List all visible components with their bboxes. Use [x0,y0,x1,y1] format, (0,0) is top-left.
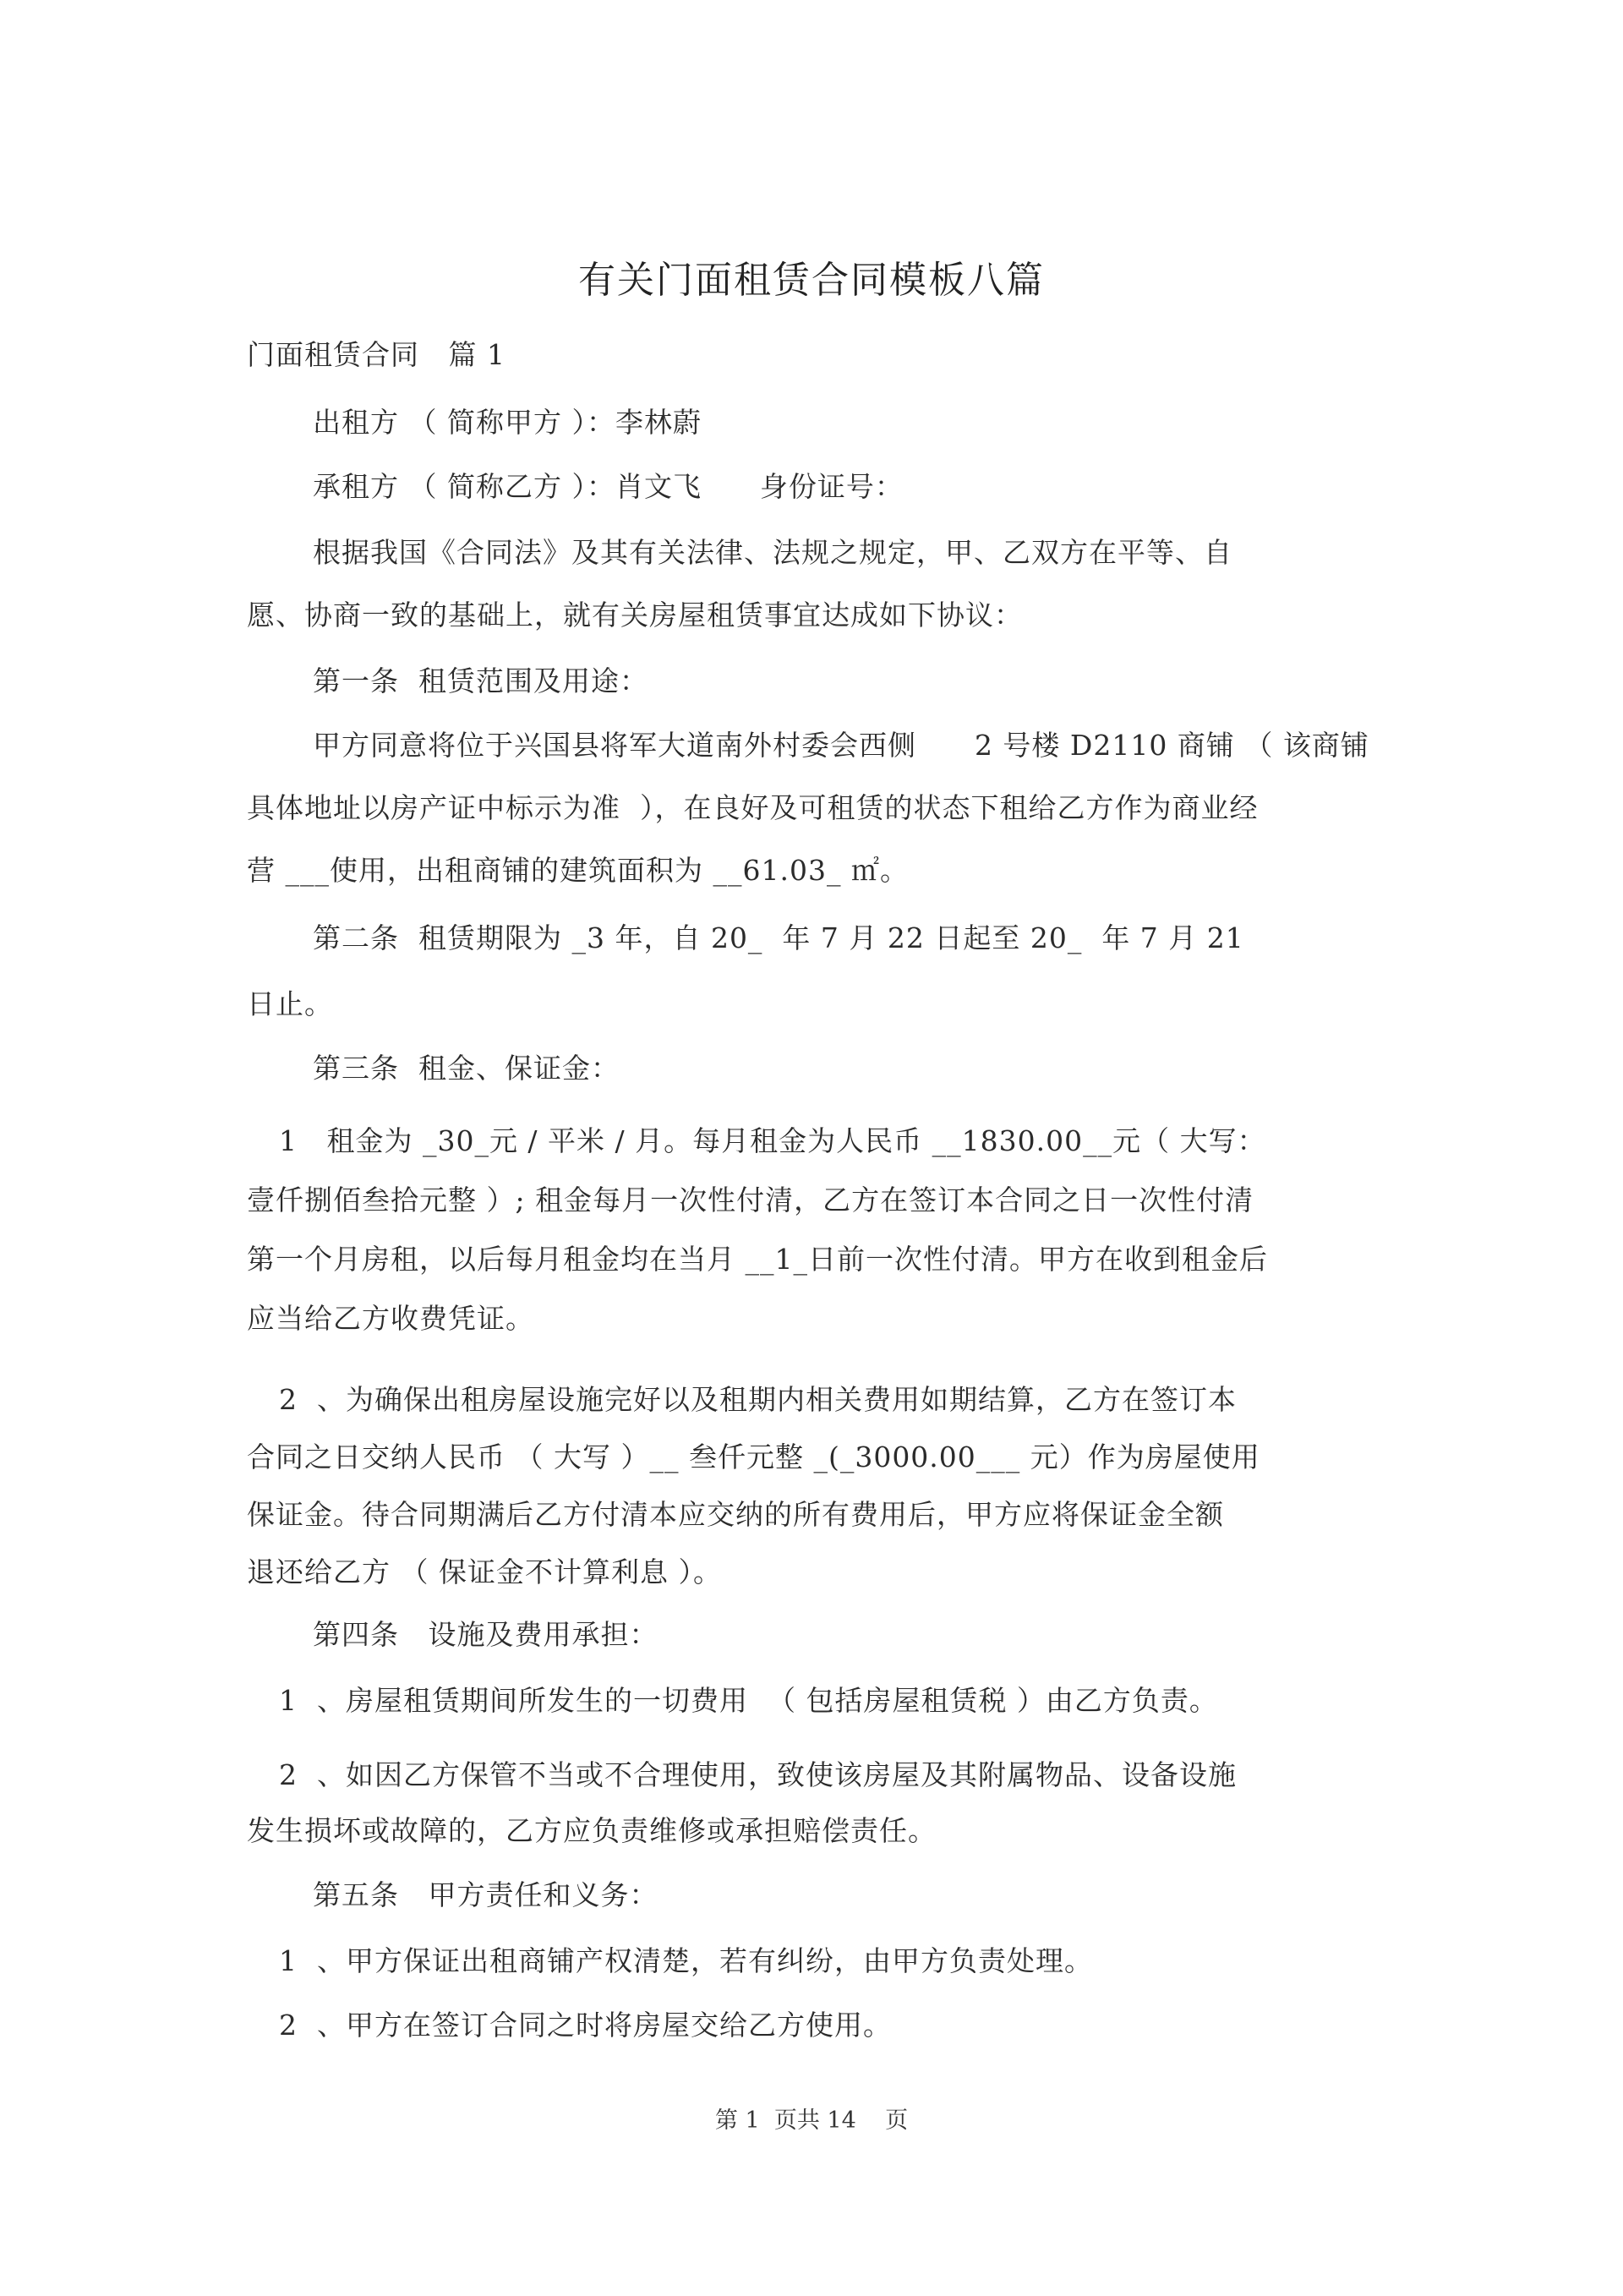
lessor-line: 出租方 （ 简称甲方 ）：李林蔚 [313,406,702,439]
article-heading: 第四条 设施及费用承担： [313,1618,658,1651]
paragraph-line: 壹仟捌佰叁拾元整 ）; 租金每月一次性付清，乙方在签订本合同之日一次性付清 [247,1184,1254,1216]
paragraph-line: 保证金。待合同期满后乙方付清本应交纳的所有费用后，甲方应将保证金全额 [247,1498,1224,1531]
paragraph-line: 营 ___使用，出租商铺的建筑面积为 __61.03_ ㎡。 [247,854,909,887]
article-heading: 第五条 甲方责任和义务： [313,1878,658,1911]
paragraph-line: 根据我国《合同法》及其有关法律、法规之规定，甲、乙双方在平等、自 [313,536,1232,569]
paragraph-line: 愿、协商一致的基础上，就有关房屋租赁事宜达成如下协议： [247,599,1023,631]
paragraph-line: 甲方同意将位于兴国县将军大道南外村委会西侧 2 号楼 D2110 商铺 （ 该商铺 [313,729,1369,762]
paragraph-line: 2 、甲方在签订合同之时将房屋交给乙方使用。 [279,2009,892,2042]
section-heading: 门面租赁合同 篇 1 [247,338,505,371]
paragraph-line: 2 、为确保出租房屋设施完好以及租期内相关费用如期结算，乙方在签订本 [279,1383,1237,1416]
article-heading: 第一条 租赁范围及用途： [313,664,648,697]
paragraph-line: 1 、甲方保证出租商铺产权清楚，若有纠纷，由甲方负责处理。 [279,1944,1093,1977]
paragraph-line: 退还给乙方 （ 保证金不计算利息 ）。 [247,1555,722,1588]
document-title: 有关门面租赁合同模板八篇 [578,259,1045,302]
paragraph-line: 2 、如因乙方保管不当或不合理使用，致使该房屋及其附属物品、设备设施 [279,1758,1237,1791]
page-footer: 第 1 页共 14 页 [714,2107,909,2134]
paragraph-line: 具体地址以房产证中标示为准 ），在良好及可租赁的状态下租给乙方作为商业经 [247,791,1259,824]
lessee-line: 承租方 （ 简称乙方 ）：肖文飞 身份证号： [313,470,904,503]
paragraph-line: 发生损坏或故障的，乙方应负责维修或承担赔偿责任。 [247,1814,937,1847]
article-heading: 第三条 租金、保证金： [313,1052,620,1085]
paragraph-line: 1 、房屋租赁期间所发生的一切费用 （ 包括房屋租赁税 ）由乙方负责。 [279,1684,1218,1717]
article-heading: 第二条 租赁期限为 _3 年，自 20_ 年 7 月 22 日起至 20_ 年 7 月 21 [313,921,1244,954]
paragraph-line: 日止。 [247,987,333,1020]
paragraph-line: 应当给乙方收费凭证。 [247,1302,534,1335]
paragraph-line: 1 租金为 _30_元 / 平米 / 月。每月租金为人民币 __1830.00__元（ 大写： [279,1124,1266,1157]
paragraph-line: 合同之日交纳人民币 （ 大写 ）__ 叁仟元整 _(_3000.00___ 元）作为房屋使用 [247,1440,1260,1473]
paragraph-line: 第一个月房租，以后每月租金均在当月 __1_日前一次性付清。甲方在收到租金后 [247,1243,1268,1276]
